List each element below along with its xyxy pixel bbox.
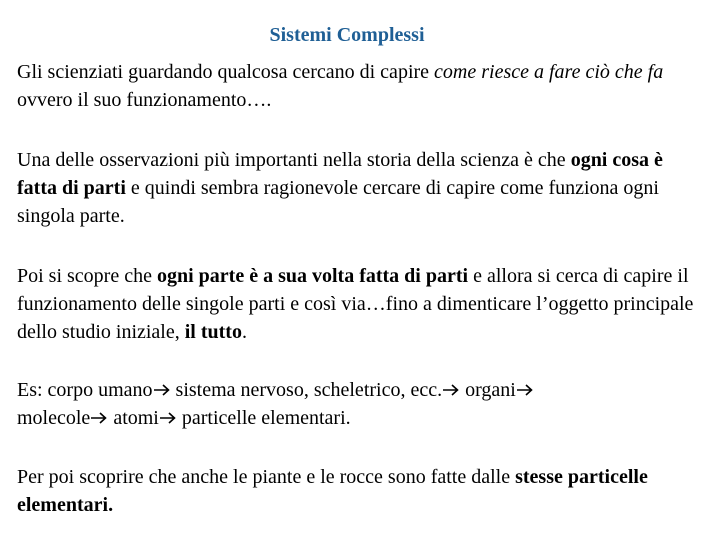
p4-item: organi <box>460 379 516 401</box>
p2-bold-text: ogni cosa è fatta di parti <box>17 149 663 199</box>
p2-text-1: Una delle osservazioni più importanti nella storia della scienza è che <box>17 149 571 171</box>
p3-text-5: . <box>241 321 247 343</box>
p4-item: Es: corpo umano <box>17 379 153 401</box>
p5-text-1: Per poi scoprire che anche le piante e le rocce sono fatte dalle <box>17 466 516 488</box>
p2-text-3: e quindi sembra ragionevole cercare di capire come funziona ogni singola parte. <box>17 177 659 227</box>
slide-title: Sistemi Complessi <box>269 24 425 46</box>
right-arrow-icon <box>159 411 177 425</box>
p1-text-3: ovvero il suo funzionamento…. <box>17 89 272 111</box>
right-arrow-icon <box>153 383 171 397</box>
p4-item: molecole <box>17 407 91 429</box>
p4-item: particelle elementari. <box>176 407 351 429</box>
right-arrow-icon <box>516 383 534 397</box>
right-arrow-icon <box>90 411 108 425</box>
p3-text-3: e allora si cerca di capire il funzionamento delle singole parti e così via…fino a dimenticare l’oggetto principale dello studio iniziale, <box>17 265 694 343</box>
paragraph-4 <box>17 376 707 432</box>
paragraph-5 <box>17 463 707 519</box>
right-arrow-icon <box>442 383 460 397</box>
p3-bold-text-2: il tutto <box>184 321 242 343</box>
paragraph-2 <box>17 146 707 230</box>
paragraph-1 <box>17 58 707 114</box>
p5-bold-text: stesse particelle elementari. <box>17 466 648 516</box>
p4-item: atomi <box>108 407 159 429</box>
p1-text-1: Gli scienziati guardando qualcosa cercano di capire <box>17 61 435 83</box>
paragraph-3 <box>17 262 707 346</box>
p4-item: sistema nervoso, scheletrico, ecc. <box>170 379 443 401</box>
p3-bold-text: ogni parte è a sua volta fatta di parti <box>156 265 469 287</box>
p3-text-1: Poi si scopre che <box>17 265 157 287</box>
p1-italic-text: come riesce a fare ciò che fa <box>434 61 664 83</box>
